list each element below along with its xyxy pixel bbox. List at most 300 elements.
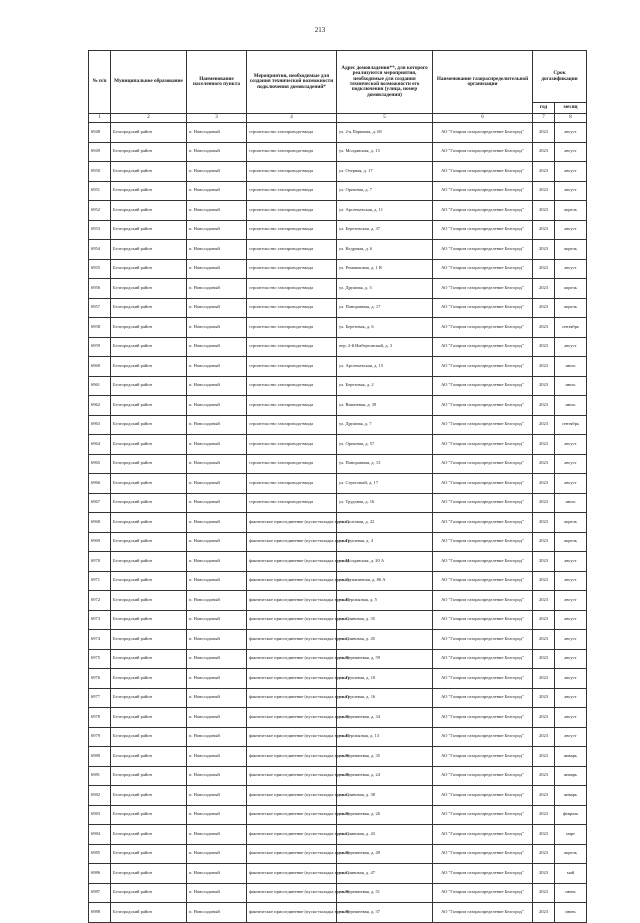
table-row <box>89 513 587 533</box>
row-organization: АО "Газпром газораспределение Белгород" <box>433 454 533 474</box>
row-number: 6957 <box>89 298 111 318</box>
row-address: ул. Трудовая, д. 16 <box>337 493 433 513</box>
table-body <box>89 123 587 923</box>
row-settlement: п. Новосадовый <box>187 805 247 825</box>
table-row <box>89 318 587 338</box>
row-month: апрель <box>555 279 587 299</box>
row-measure: фактическое присоединение (пуско-наладка врезки) <box>247 786 337 806</box>
row-year: 2023 <box>533 805 555 825</box>
row-year: 2023 <box>533 435 555 455</box>
row-year: 2023 <box>533 844 555 864</box>
row-month: апрель <box>555 298 587 318</box>
row-organization: АО "Газпром газораспределение Белгород" <box>433 766 533 786</box>
row-address: ул. Орешная, д. 57 <box>337 435 433 455</box>
row-measure: строительство газопровода-ввода <box>247 454 337 474</box>
row-year: 2023 <box>533 513 555 533</box>
row-year: 2023 <box>533 298 555 318</box>
row-measure: строительство газопровода-ввода <box>247 357 337 377</box>
row-year: 2023 <box>533 220 555 240</box>
row-number: 6960 <box>89 357 111 377</box>
row-address: ул. Сливовая, д. 45 <box>337 630 433 650</box>
row-address: ул. Дружная, д. 7 <box>337 415 433 435</box>
table-row <box>89 591 587 611</box>
row-address: ул. Вишневая, д. 39 <box>337 396 433 416</box>
row-address: ул. Березовая, д. 6 <box>337 318 433 338</box>
row-year: 2023 <box>533 376 555 396</box>
row-month: август <box>555 552 587 572</box>
header-org: Наименование газораспределительной организации <box>433 51 533 114</box>
row-settlement: п. Новосадовый <box>187 610 247 630</box>
table-row <box>89 376 587 396</box>
row-month: апрель <box>555 513 587 533</box>
row-settlement: п. Новосадовый <box>187 162 247 182</box>
row-month: июль <box>555 376 587 396</box>
row-month: апрель <box>555 201 587 221</box>
row-organization: АО "Газпром газораспределение Белгород" <box>433 240 533 260</box>
row-number: 6988 <box>89 903 111 923</box>
row-municipality: Белгородский район <box>111 181 187 201</box>
table-row <box>89 162 587 182</box>
table-row <box>89 649 587 669</box>
row-settlement: п. Новосадовый <box>187 688 247 708</box>
row-settlement: п. Новосадовый <box>187 552 247 572</box>
row-organization: АО "Газпром газораспределение Белгород" <box>433 669 533 689</box>
row-number: 6983 <box>89 805 111 825</box>
row-address: ул. Молдавская, д. 20 А <box>337 552 433 572</box>
row-settlement: п. Новосадовый <box>187 727 247 747</box>
row-address: ул. Озерная, д. 17 <box>337 162 433 182</box>
row-settlement: п. Новосадовый <box>187 669 247 689</box>
row-year: 2023 <box>533 883 555 903</box>
row-month: июнь <box>555 883 587 903</box>
row-month: апрель <box>555 532 587 552</box>
row-settlement: п. Новосадовый <box>187 220 247 240</box>
table-row <box>89 493 587 513</box>
row-measure: фактическое присоединение (пуско-наладка врезки) <box>247 883 337 903</box>
row-year: 2023 <box>533 493 555 513</box>
row-month: январь <box>555 786 587 806</box>
row-organization: АО "Газпром газораспределение Белгород" <box>433 805 533 825</box>
column-number: 2 <box>111 114 187 123</box>
row-month: август <box>555 337 587 357</box>
row-municipality: Белгородский район <box>111 591 187 611</box>
row-organization: АО "Газпром газораспределение Белгород" <box>433 142 533 162</box>
row-year: 2023 <box>533 337 555 357</box>
row-month: август <box>555 708 587 728</box>
row-measure: строительство газопровода-ввода <box>247 123 337 143</box>
row-number: 6970 <box>89 552 111 572</box>
row-address: ул. Арсеньевская, д. 11 <box>337 201 433 221</box>
table-row <box>89 454 587 474</box>
row-organization: АО "Газпром газораспределение Белгород" <box>433 415 533 435</box>
row-municipality: Белгородский район <box>111 727 187 747</box>
row-address: ул. Грушевая, д. 4 <box>337 532 433 552</box>
row-settlement: п. Новосадовый <box>187 493 247 513</box>
row-municipality: Белгородский район <box>111 415 187 435</box>
table-row <box>89 181 587 201</box>
header-year: год <box>533 103 555 114</box>
row-organization: АО "Газпром газораспределение Белгород" <box>433 688 533 708</box>
row-measure: строительство газопровода-ввода <box>247 240 337 260</box>
row-year: 2023 <box>533 903 555 923</box>
row-measure: фактическое присоединение (пуско-наладка врезки) <box>247 825 337 845</box>
row-number: 6959 <box>89 337 111 357</box>
row-measure: строительство газопровода-ввода <box>247 415 337 435</box>
row-municipality: Белгородский район <box>111 688 187 708</box>
row-organization: АО "Газпром газораспределение Белгород" <box>433 357 533 377</box>
row-number: 6948 <box>89 123 111 143</box>
row-municipality: Белгородский район <box>111 318 187 338</box>
row-settlement: п. Новосадовый <box>187 454 247 474</box>
row-measure: фактическое присоединение (пуско-наладка врезки) <box>247 532 337 552</box>
row-month: август <box>555 259 587 279</box>
row-measure: фактическое присоединение (пуско-наладка врезки) <box>247 766 337 786</box>
row-organization: АО "Газпром газораспределение Белгород" <box>433 844 533 864</box>
row-number: 6949 <box>89 142 111 162</box>
table-row <box>89 435 587 455</box>
row-number: 6966 <box>89 474 111 494</box>
row-month: июль <box>555 357 587 377</box>
row-year: 2023 <box>533 649 555 669</box>
row-address: ул. Кедровая, д. 6 <box>337 240 433 260</box>
row-number: 6951 <box>89 181 111 201</box>
row-measure: строительство газопровода-ввода <box>247 259 337 279</box>
row-year: 2023 <box>533 825 555 845</box>
row-municipality: Белгородский район <box>111 552 187 572</box>
row-settlement: п. Новосадовый <box>187 766 247 786</box>
row-month: август <box>555 669 587 689</box>
table-row <box>89 142 587 162</box>
row-organization: АО "Газпром газораспределение Белгород" <box>433 201 533 221</box>
row-number: 6973 <box>89 610 111 630</box>
row-municipality: Белгородский район <box>111 376 187 396</box>
row-organization: АО "Газпром газораспределение Белгород" <box>433 279 533 299</box>
row-year: 2023 <box>533 630 555 650</box>
row-municipality: Белгородский район <box>111 259 187 279</box>
column-number: 4 <box>247 114 337 123</box>
row-year: 2023 <box>533 610 555 630</box>
row-measure: фактическое присоединение (пуско-наладка врезки) <box>247 591 337 611</box>
column-number: 7 <box>533 114 555 123</box>
row-address: ул. Персиковая, д. 13 <box>337 727 433 747</box>
table-row <box>89 532 587 552</box>
row-municipality: Белгородский район <box>111 513 187 533</box>
table-row <box>89 298 587 318</box>
row-address: ул. Персиковая, д. 5 <box>337 591 433 611</box>
row-address: ул. Черешневая, д. 35 <box>337 747 433 767</box>
table-row <box>89 220 587 240</box>
row-month: февраль <box>555 805 587 825</box>
row-number: 6968 <box>89 513 111 533</box>
header-month: месяц <box>555 103 587 114</box>
row-measure: фактическое присоединение (пуско-наладка врезки) <box>247 552 337 572</box>
table-row <box>89 883 587 903</box>
table-row <box>89 259 587 279</box>
row-organization: АО "Газпром газораспределение Белгород" <box>433 220 533 240</box>
row-address: ул. Ромашковая, д. 1 В <box>337 259 433 279</box>
row-month: январь <box>555 766 587 786</box>
row-year: 2023 <box>533 357 555 377</box>
table-row <box>89 766 587 786</box>
row-address: ул. Черешневая, д. 59 <box>337 649 433 669</box>
row-year: 2023 <box>533 552 555 572</box>
row-number: 6969 <box>89 532 111 552</box>
row-municipality: Белгородский район <box>111 649 187 669</box>
row-month: январь <box>555 747 587 767</box>
table-row <box>89 240 587 260</box>
column-number: 6 <box>433 114 533 123</box>
table-row <box>89 708 587 728</box>
row-month: август <box>555 142 587 162</box>
table-row <box>89 669 587 689</box>
row-settlement: п. Новосадовый <box>187 298 247 318</box>
page-number: 213 <box>314 26 326 34</box>
row-month: август <box>555 181 587 201</box>
row-settlement: п. Новосадовый <box>187 337 247 357</box>
row-measure: фактическое присоединение (пуско-наладка врезки) <box>247 805 337 825</box>
row-month: август <box>555 220 587 240</box>
row-measure: строительство газопровода-ввода <box>247 474 337 494</box>
row-number: 6954 <box>89 240 111 260</box>
row-measure: строительство газопровода-ввода <box>247 181 337 201</box>
table-row <box>89 825 587 845</box>
table-row <box>89 396 587 416</box>
row-year: 2023 <box>533 181 555 201</box>
row-address: ул. Черешневая, д. 51 <box>337 883 433 903</box>
row-number: 6987 <box>89 883 111 903</box>
table-row <box>89 630 587 650</box>
row-address: ул. Черешневая, д. 34 <box>337 708 433 728</box>
row-address: ул. Сливовая, д. 47 <box>337 864 433 884</box>
row-municipality: Белгородский район <box>111 630 187 650</box>
row-settlement: п. Новосадовый <box>187 708 247 728</box>
row-municipality: Белгородский район <box>111 571 187 591</box>
row-settlement: п. Новосадовый <box>187 259 247 279</box>
row-settlement: п. Новосадовый <box>187 630 247 650</box>
row-settlement: п. Новосадовый <box>187 532 247 552</box>
row-number: 6967 <box>89 493 111 513</box>
row-number: 6978 <box>89 708 111 728</box>
row-year: 2023 <box>533 454 555 474</box>
row-month: август <box>555 571 587 591</box>
row-measure: фактическое присоединение (пуско-наладка врезки) <box>247 864 337 884</box>
row-organization: АО "Газпром газораспределение Белгород" <box>433 123 533 143</box>
row-organization: АО "Газпром газораспределение Белгород" <box>433 181 533 201</box>
row-measure: фактическое присоединение (пуско-наладка врезки) <box>247 844 337 864</box>
row-measure: фактическое присоединение (пуско-наладка врезки) <box>247 669 337 689</box>
row-municipality: Белгородский район <box>111 766 187 786</box>
row-year: 2023 <box>533 532 555 552</box>
row-number: 6981 <box>89 766 111 786</box>
row-number: 6955 <box>89 259 111 279</box>
table-row <box>89 474 587 494</box>
row-municipality: Белгородский район <box>111 786 187 806</box>
row-organization: АО "Газпром газораспределение Белгород" <box>433 864 533 884</box>
row-number: 6952 <box>89 201 111 221</box>
row-organization: АО "Газпром газораспределение Белгород" <box>433 376 533 396</box>
row-year: 2023 <box>533 766 555 786</box>
row-address: ул. Заупаничная, д. 86 А <box>337 571 433 591</box>
row-settlement: п. Новосадовый <box>187 825 247 845</box>
row-settlement: п. Новосадовый <box>187 415 247 435</box>
row-measure: фактическое присоединение (пуско-наладка врезки) <box>247 727 337 747</box>
row-settlement: п. Новосадовый <box>187 649 247 669</box>
table-row <box>89 610 587 630</box>
row-month: август <box>555 610 587 630</box>
row-settlement: п. Новосадовый <box>187 747 247 767</box>
row-measure: фактическое присоединение (пуско-наладка врезки) <box>247 688 337 708</box>
row-organization: АО "Газпром газораспределение Белгород" <box>433 552 533 572</box>
row-address: ул. 2-я Парковая, д. 68 <box>337 123 433 143</box>
row-municipality: Белгородский район <box>111 883 187 903</box>
row-year: 2023 <box>533 688 555 708</box>
column-number: 1 <box>89 114 111 123</box>
row-municipality: Белгородский район <box>111 708 187 728</box>
row-settlement: п. Новосадовый <box>187 240 247 260</box>
table-row <box>89 279 587 299</box>
table-row <box>89 552 587 572</box>
table-row <box>89 337 587 357</box>
row-address: ул. Черешневая, д. 49 <box>337 844 433 864</box>
row-year: 2023 <box>533 201 555 221</box>
table-row <box>89 727 587 747</box>
row-organization: АО "Газпром газораспределение Белгород" <box>433 318 533 338</box>
table-row <box>89 903 587 923</box>
row-settlement: п. Новосадовый <box>187 591 247 611</box>
row-municipality: Белгородский район <box>111 142 187 162</box>
row-month: август <box>555 688 587 708</box>
row-measure: строительство газопровода-ввода <box>247 201 337 221</box>
row-municipality: Белгородский район <box>111 532 187 552</box>
row-municipality: Белгородский район <box>111 474 187 494</box>
row-month: август <box>555 162 587 182</box>
row-number: 6982 <box>89 786 111 806</box>
row-measure: строительство газопровода-ввода <box>247 435 337 455</box>
row-year: 2023 <box>533 864 555 884</box>
row-municipality: Белгородский район <box>111 825 187 845</box>
row-settlement: п. Новосадовый <box>187 844 247 864</box>
row-settlement: п. Новосадовый <box>187 903 247 923</box>
row-measure: строительство газопровода-ввода <box>247 318 337 338</box>
row-address: ул. Панорамная, д. 13 <box>337 454 433 474</box>
row-measure: фактическое присоединение (пуско-наладка врезки) <box>247 571 337 591</box>
row-municipality: Белгородский район <box>111 220 187 240</box>
table-row <box>89 415 587 435</box>
row-measure: фактическое присоединение (пуско-наладка врезки) <box>247 903 337 923</box>
table-row <box>89 786 587 806</box>
row-number: 6986 <box>89 864 111 884</box>
row-organization: АО "Газпром газораспределение Белгород" <box>433 610 533 630</box>
row-address: ул. Салтовая, д. 22 <box>337 513 433 533</box>
header-num: № п/п <box>89 51 111 114</box>
row-address: пер. 2-й Имбертовский, д. 3 <box>337 337 433 357</box>
row-measure: строительство газопровода-ввода <box>247 493 337 513</box>
row-address: ул. Черешневая, д. 26 <box>337 805 433 825</box>
row-settlement: п. Новосадовый <box>187 142 247 162</box>
row-number: 6979 <box>89 727 111 747</box>
row-number: 6977 <box>89 688 111 708</box>
row-address: ул. Березовская, д. 37 <box>337 220 433 240</box>
row-settlement: п. Новосадовый <box>187 279 247 299</box>
row-address: ул. Орешная, д. 7 <box>337 181 433 201</box>
row-number: 6976 <box>89 669 111 689</box>
row-address: ул. Арсеньевская, д. 15 <box>337 357 433 377</box>
table-row <box>89 201 587 221</box>
column-number: 8 <box>555 114 587 123</box>
row-year: 2023 <box>533 708 555 728</box>
row-address: ул. Черешневая, д. 37 <box>337 903 433 923</box>
row-month: август <box>555 649 587 669</box>
row-measure: строительство газопровода-ввода <box>247 337 337 357</box>
header-municipality: Муниципальное образование <box>111 51 187 114</box>
table-row <box>89 747 587 767</box>
row-address: ул. Молдавская, д. 13 <box>337 142 433 162</box>
row-month: август <box>555 630 587 650</box>
row-year: 2023 <box>533 279 555 299</box>
row-measure: строительство газопровода-ввода <box>247 220 337 240</box>
row-month: август <box>555 591 587 611</box>
row-municipality: Белгородский район <box>111 844 187 864</box>
row-month: июль <box>555 493 587 513</box>
row-address: ул. Сливовая, д. 38 <box>337 786 433 806</box>
row-month: апрель <box>555 844 587 864</box>
row-address: ул. Панорамная, д. 17 <box>337 298 433 318</box>
table-row <box>89 571 587 591</box>
row-organization: АО "Газпром газораспределение Белгород" <box>433 337 533 357</box>
row-number: 6950 <box>89 162 111 182</box>
row-municipality: Белгородский район <box>111 201 187 221</box>
row-number: 6974 <box>89 630 111 650</box>
row-year: 2023 <box>533 669 555 689</box>
header-address: Адрес домовладения**, для которого реализуются мероприятия, необходимые для создания технической возможности его подключения (улица, номер домовладения) <box>337 51 433 114</box>
row-number: 6965 <box>89 454 111 474</box>
row-municipality: Белгородский район <box>111 610 187 630</box>
row-settlement: п. Новосадовый <box>187 376 247 396</box>
row-year: 2023 <box>533 259 555 279</box>
row-organization: АО "Газпром газораспределение Белгород" <box>433 747 533 767</box>
row-address: ул. Березовая, д. 2 <box>337 376 433 396</box>
row-municipality: Белгородский район <box>111 298 187 318</box>
row-measure: строительство газопровода-ввода <box>247 298 337 318</box>
row-measure: строительство газопровода-ввода <box>247 376 337 396</box>
row-organization: АО "Газпром газораспределение Белгород" <box>433 883 533 903</box>
row-year: 2023 <box>533 591 555 611</box>
header-measure: Мероприятия, необходимые для создания технической возможности подключения домовладений* <box>247 51 337 114</box>
row-municipality: Белгородский район <box>111 435 187 455</box>
row-year: 2023 <box>533 474 555 494</box>
row-measure: фактическое присоединение (пуско-наладка врезки) <box>247 649 337 669</box>
row-municipality: Белгородский район <box>111 396 187 416</box>
row-organization: АО "Газпром газораспределение Белгород" <box>433 708 533 728</box>
row-municipality: Белгородский район <box>111 805 187 825</box>
row-organization: АО "Газпром газораспределение Белгород" <box>433 162 533 182</box>
row-organization: АО "Газпром газораспределение Белгород" <box>433 825 533 845</box>
row-settlement: п. Новосадовый <box>187 396 247 416</box>
row-municipality: Белгородский район <box>111 454 187 474</box>
row-address: ул. Строгоный, д. 17 <box>337 474 433 494</box>
row-number: 6971 <box>89 571 111 591</box>
row-month: июнь <box>555 903 587 923</box>
row-month: сентябрь <box>555 415 587 435</box>
row-organization: АО "Газпром газораспределение Белгород" <box>433 571 533 591</box>
row-settlement: п. Новосадовый <box>187 123 247 143</box>
row-year: 2023 <box>533 747 555 767</box>
row-organization: АО "Газпром газораспределение Белгород" <box>433 727 533 747</box>
row-municipality: Белгородский район <box>111 240 187 260</box>
row-month: апрель <box>555 240 587 260</box>
table-row <box>89 805 587 825</box>
row-organization: АО "Газпром газораспределение Белгород" <box>433 259 533 279</box>
